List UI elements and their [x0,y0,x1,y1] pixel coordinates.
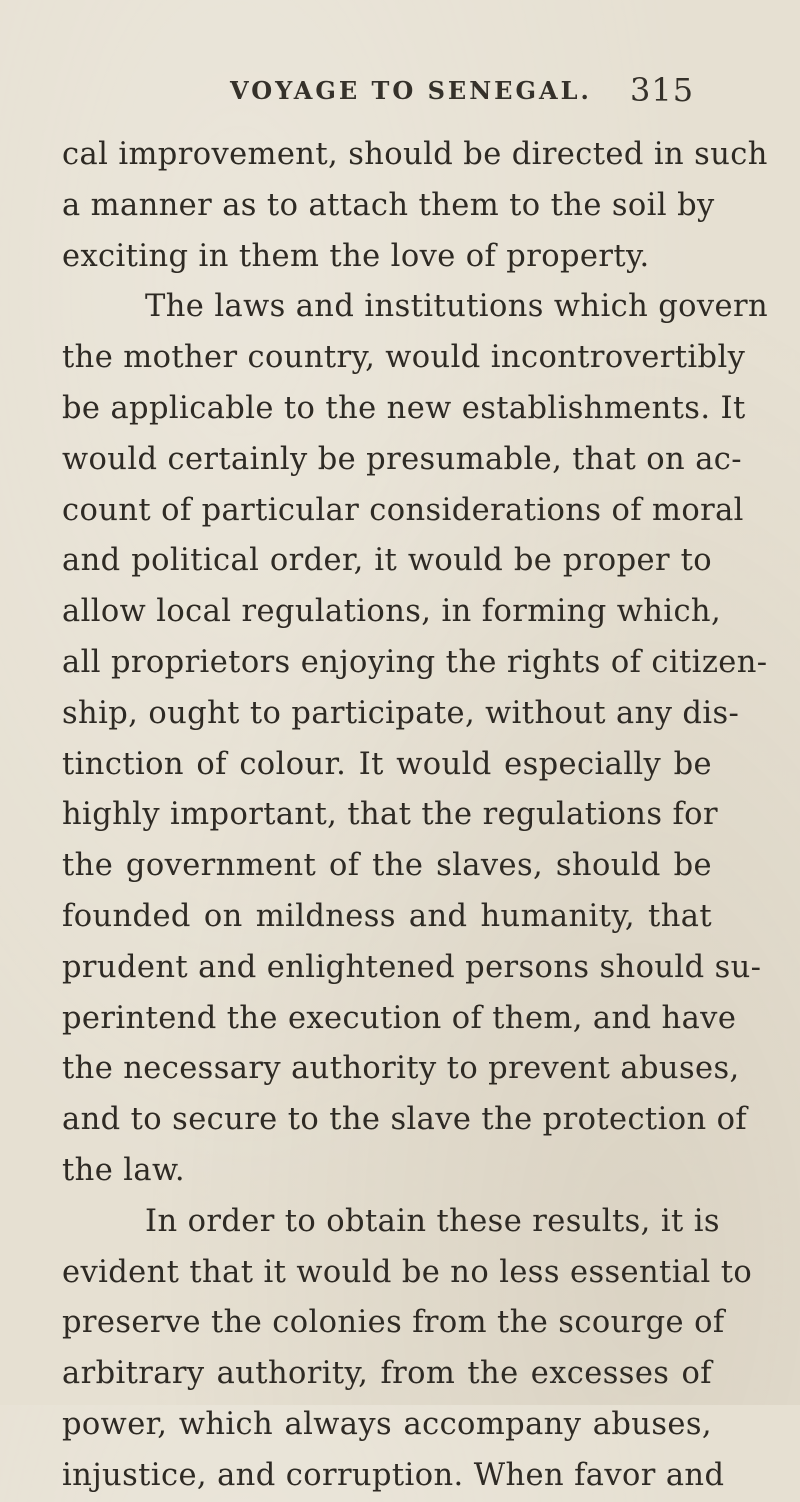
paragraph-start-line: In order to obtain these results, it is [145,1203,720,1239]
text-line: the necessary authority to prevent abuses, [62,1051,740,1087]
text-line: and to secure to the slave the protection of [62,1102,748,1138]
text-line: highly important, that the regulations for [62,797,718,833]
page-bottom-margin [0,1160,800,1405]
text-line: power, which always accompany abuses, [62,1406,712,1442]
text-line: arbitrary authority, from the excesses of [62,1356,712,1392]
text-line: injustice, and corruption. When favor and [62,1457,725,1493]
paragraph-start-line: The laws and institutions which govern [145,289,769,325]
text-line: a manner as to attach them to the soil by [62,187,715,223]
text-line: perintend the execution of them, and have [62,1000,737,1036]
text-line: all proprietors enjoying the rights of citizen- [62,644,768,680]
text-line: tinction of colour. It would especially be [62,746,712,782]
running-title: VOYAGE TO SENEGAL. [230,76,592,105]
text-line: prudent and enlightened persons should su- [62,949,762,985]
text-line: cal improvement, should be directed in such [62,137,768,172]
text-line: would certainly be presumable, that on ac- [62,441,742,477]
text-line: count of particular considerations of moral [62,492,744,528]
text-line: preserve the colonies from the scourge of [62,1305,725,1341]
page-number: 315 [630,71,695,109]
text-line: allow local regulations, in forming which, [62,594,722,630]
running-head [230,71,750,116]
text-line: and political order, it would be proper to [62,543,712,579]
text-line: exciting in them the love of property. [62,238,650,274]
text-line: ship, ought to participate, without any dis- [62,695,740,731]
text-line: the law. [62,1152,185,1188]
text-line: be applicable to the new establishments. It [62,390,746,426]
text-line: evident that it would be no less essential to [62,1254,753,1290]
text-line: the government of the slaves, should be [62,848,712,884]
text-line: founded on mildness and humanity, that [62,898,712,934]
text-line: the mother country, would incontrovertibly [62,340,746,376]
